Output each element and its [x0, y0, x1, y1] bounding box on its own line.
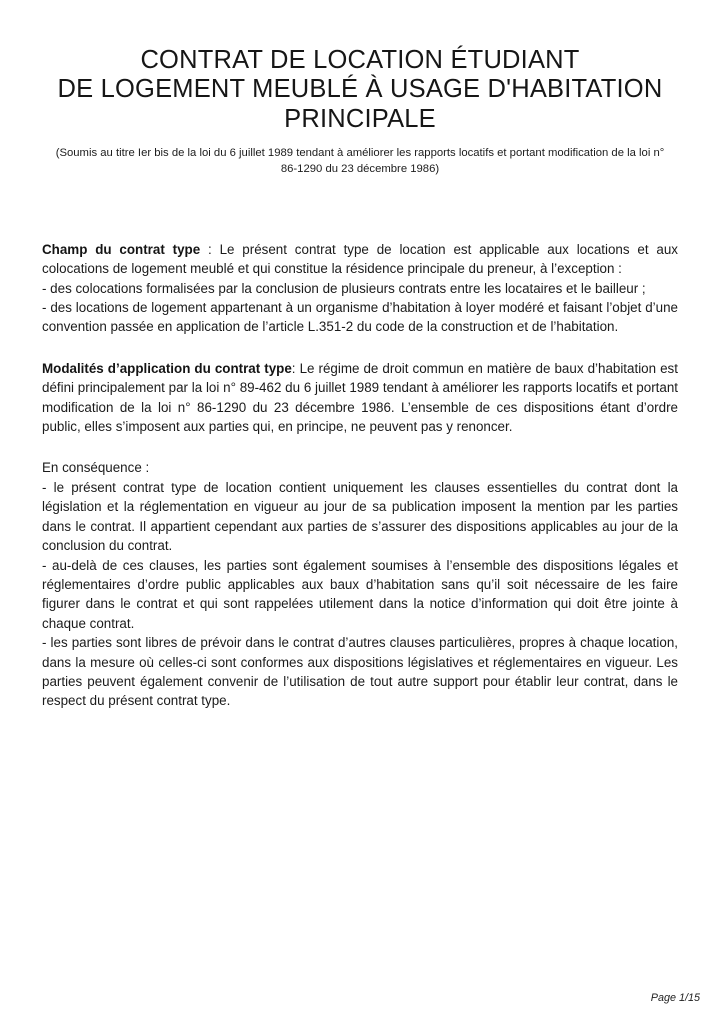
contract-paragraph: - au-delà de ces clauses, les parties sont également soumises à l’ensemble des dispositions légales et réglementaires d’ordre public applicables aux baux d’habitation sans qu’il soit nécessaire de les faire figurer dans le contrat et qui sont rappelées utilement dans la notice d’information qui doit être jointe à chaque contrat.	[42, 557, 678, 631]
document-title-line-2: DE LOGEMENT MEUBLÉ À USAGE D'HABITATION	[57, 75, 663, 104]
document-body	[42, 240, 678, 711]
contract-section	[42, 458, 678, 710]
contract-paragraph: - des locations de logement appartenant à un organisme d’habitation à loyer modéré et faisant l’objet d’une convention passée en application de l’article L.351-2 du code de la construction et de l’habitation.	[42, 300, 678, 335]
contract-paragraph: - des colocations formalisées par la conclusion de plusieurs contrats entre les locataires et le bailleur ;	[42, 280, 646, 296]
contract-paragraph: Champ du contrat type : Le présent contrat type de location est applicable aux locations et aux colocations de logement meublé et qui constitue la résidence principale du preneur, à l’exception :	[42, 241, 678, 277]
document-title	[42, 46, 678, 134]
contract-section	[42, 359, 678, 437]
contract-paragraph: Modalités d’application du contrat type: Le régime de droit commun en matière de baux d’habitation est défini principalement par la loi n° 89-462 du 6 juillet 1989 tendant à améliorer les rapports locatifs et portant modification de la loi n° 86-1290 du 23 décembre 1986. L’ensemble de ces dispositions étant d’ordre public, elles s’imposent aux parties qui, en principe, ne peuvent pas y renoncer.	[42, 360, 678, 435]
contract-paragraph: En conséquence :	[42, 460, 150, 476]
paragraph-lead-bold: Champ du contrat type	[42, 241, 201, 257]
document-title-line-1: CONTRAT DE LOCATION ÉTUDIANT	[140, 46, 580, 74]
contract-section	[42, 240, 678, 337]
document-title-line-3: PRINCIPALE	[284, 104, 436, 133]
contract-paragraph: - le présent contrat type de location contient uniquement les clauses essentielles du contrat dont la législation et la réglementation en vigueur au jour de sa publication imposent la mention par les parties dans le contrat. Il appartient cependant aux parties de s’assurer des dispositions applicables au jour de la conclusion du contrat.	[42, 479, 678, 554]
page-number: Page 1/15	[650, 992, 700, 1004]
document-subtitle: (Soumis au titre Ier bis de la loi du 6 juillet 1989 tendant à améliorer les rapports locatifs et portant modification de la loi n° 86-1290 du 23 décembre 1986)	[55, 147, 665, 175]
contract-paragraph: - les parties sont libres de prévoir dans le contrat d’autres clauses particulières, propres à chaque location, dans la mesure où celles-ci sont conformes aux dispositions législatives et réglementaires en vigueur. Les parties peuvent également convenir de l’utilisation de tout autre support pour établir leur contrat, dans le respect du présent contrat type.	[42, 635, 678, 709]
paragraph-lead-bold: Modalités d’application du contrat type	[42, 360, 292, 376]
